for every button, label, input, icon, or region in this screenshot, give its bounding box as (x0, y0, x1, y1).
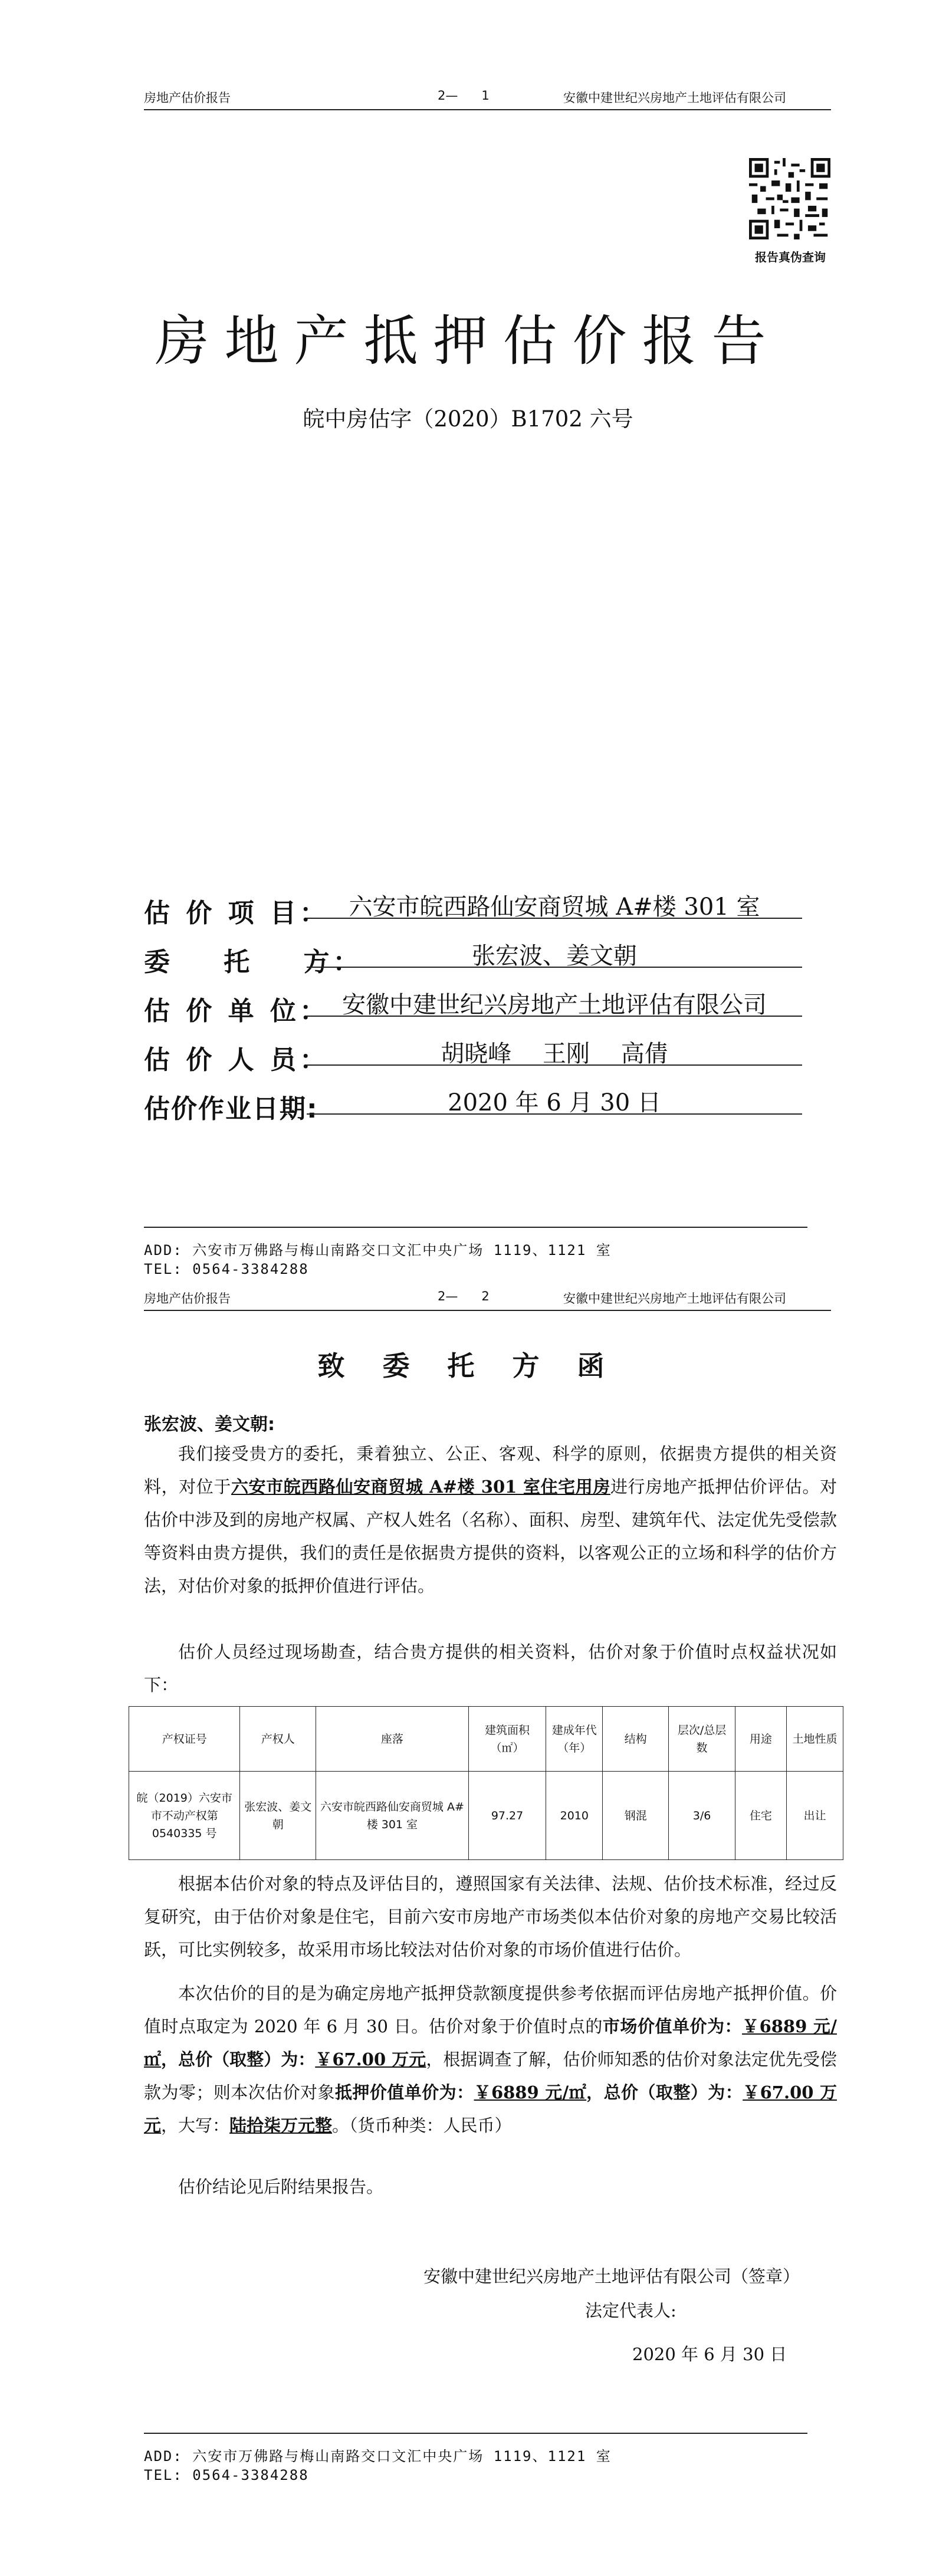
table-cell: 六安市皖西路仙安商贸城 A#楼 301 室 (316, 1772, 468, 1860)
page2-header-rule (144, 1310, 831, 1311)
para4-market-total-label: ，总价（取整）为： (161, 2049, 316, 2069)
report-title: 房地产抵押估价报告 (155, 310, 781, 373)
signature-date: 2020 年 6 月 30 日 (632, 2344, 787, 2364)
para4-text-a: 本次估价的目的是为确定房地产抵押贷款额度提供参考依据而评估房地产抵押价值。价值时点取定为 2020 年 6 月 30 日。估价对象于价值时点的 (144, 1983, 837, 2036)
para4-text-d: ，大写： (161, 2115, 230, 2135)
table-cell: 住宅 (735, 1772, 787, 1860)
page2-footer-tel: TEL: 0564-3384288 (144, 2467, 309, 2483)
paragraph-inspection (144, 1635, 837, 1701)
info-label-work-date: 估价作业日期: (144, 1094, 318, 1124)
table-header-cell: 座落 (316, 1707, 468, 1772)
page2-header-left: 房地产估价报告 (144, 1292, 231, 1306)
para4-mortgage-unit-value: ￥6889 元/㎡ (474, 2082, 587, 2102)
page1-header-page-number: 2— 1 (438, 88, 490, 103)
para4-text-c: ，根据调查了解，估价师知悉的估价对象法定优先受偿款为零；则本次估价对象 (144, 2049, 837, 2102)
qr-caption: 报告真伪查询 (755, 250, 826, 264)
para1-text-b: 进行房地产抵押估价评估。对估价中涉及到的房地产权属、产权人姓名（名称）、面积、房型、建筑年代、法定优先受偿款等资料由贵方提供，我们的责任是依据贵方提供的资料，以客观公正的立场和科学的估价方法，对估价对象的抵押价值进行评估。 (144, 1477, 837, 1596)
para4-market-unit-value: ￥6889 元/㎡ (144, 2016, 837, 2069)
info-label-appraisers: 估 价 人 员： (144, 1045, 329, 1075)
para4-text-e: 。（货币种类：人民币） (332, 2115, 512, 2135)
info-value-appraisers: 胡晓峰 王刚 高倩 (307, 1035, 802, 1066)
table-cell: 出让 (787, 1772, 843, 1860)
paragraph-method (144, 1867, 837, 1966)
table-cell: 2010 (546, 1772, 603, 1860)
para3-text: 根据本估价对象的特点及评估目的，遵照国家有关法律、法规、估价技术标准，经过反复研究，由于估价对象是住宅，目前六安市房地产市场类似本估价对象的房地产交易比较活跃，可比实例较多，故采用市场比较法对估价对象的市场价值进行估价。 (144, 1874, 837, 1960)
paragraph-engagement (144, 1437, 837, 1602)
table-cell: 钢混 (603, 1772, 669, 1860)
table-cell: 皖（2019）六安市市不动产权第 0540335 号 (129, 1772, 240, 1860)
table-header-cell: 建筑面积（㎡） (468, 1707, 546, 1772)
page2-header-right: 安徽中建世纪兴房地产土地评估有限公司 (563, 1292, 786, 1306)
table-cell: 97.27 (468, 1772, 546, 1860)
para4-amount-in-words: 陆拾柒万元整 (229, 2115, 333, 2135)
para4-market-total-value: ￥67.00 万元 (315, 2049, 426, 2069)
table-header-cell: 用途 (735, 1707, 787, 1772)
table-header-cell: 建成年代（年） (546, 1707, 603, 1772)
para5-text: 估价结论见后附结果报告。 (178, 2177, 384, 2197)
signature-legal-representative: 法定代表人: (585, 2301, 676, 2321)
page1-header-rule (144, 109, 831, 110)
info-label-client: 委 托 方： (144, 947, 363, 977)
para4-mortgage-total-label: ，总价（取整）为： (586, 2082, 743, 2102)
table-header-cell: 土地性质 (787, 1707, 843, 1772)
signature-company: 安徽中建世纪兴房地产土地评估有限公司（签章） (423, 2266, 800, 2286)
info-value-work-date: 2020 年 6 月 30 日 (307, 1084, 802, 1115)
page1-footer-rule (144, 1227, 807, 1228)
page1-header-left: 房地产估价报告 (144, 91, 231, 105)
para4-mortgage-total-value: ￥67.00 万元 (144, 2082, 837, 2135)
paragraph-conclusion (144, 2170, 837, 2203)
para1-text-a: 我们接受贵方的委托，秉着独立、公正、客观、科学的原则，依据贵方提供的相关资料，对位于 (144, 1444, 837, 1497)
table-cell: 3/6 (669, 1772, 735, 1860)
table-header-cell: 产权人 (240, 1707, 316, 1772)
para4-mortgage-unit-label: 抵押价值单价为： (334, 2082, 474, 2102)
info-value-project: 六安市皖西路仙安商贸城 A#楼 301 室 (307, 888, 802, 919)
info-label-project: 估 价 项 目： (144, 898, 329, 928)
table-header-cell: 产权证号 (129, 1707, 240, 1772)
page2-footer-address: ADD: 六安市万佛路与梅山南路交口文汇中央广场 1119、1121 室 (144, 2448, 612, 2465)
page1-footer-tel: TEL: 0564-3384288 (144, 1261, 309, 1277)
letter-title: 致 委 托 方 函 (317, 1350, 619, 1382)
page2-header-page-number: 2— 2 (438, 1289, 490, 1303)
table-header-row (129, 1707, 843, 1772)
para4-market-unit-label: 市场价值单价为： (602, 2016, 743, 2036)
table-cell: 张宏波、姜文朝 (240, 1772, 316, 1860)
info-value-appraiser-company: 安徽中建世纪兴房地产土地评估有限公司 (307, 986, 802, 1017)
property-rights-table (129, 1706, 843, 1860)
info-value-client: 张宏波、姜文朝 (307, 937, 802, 968)
qr-code-icon (749, 158, 830, 239)
report-number: 皖中房估字（2020）B1702 六号 (303, 406, 633, 432)
page2-footer-rule (144, 2433, 807, 2434)
page1-footer-address: ADD: 六安市万佛路与梅山南路交口文汇中央广场 1119、1121 室 (144, 1242, 612, 1259)
paragraph-valuation-result (144, 1977, 837, 2142)
table-row (129, 1772, 843, 1860)
para2-text: 估价人员经过现场勘查，结合贵方提供的相关资料，估价对象于价值时点权益状况如下： (144, 1642, 837, 1695)
table-header-cell: 层次/总层数 (669, 1707, 735, 1772)
table-header-cell: 结构 (603, 1707, 669, 1772)
para1-property-address: 六安市皖西路仙安商贸城 A#楼 301 室住宅用房 (231, 1477, 610, 1497)
page1-header-right: 安徽中建世纪兴房地产土地评估有限公司 (563, 91, 786, 105)
info-label-appraiser-company: 估 价 单 位： (144, 996, 329, 1026)
letter-salutation: 张宏波、姜文朝: (144, 1414, 275, 1435)
